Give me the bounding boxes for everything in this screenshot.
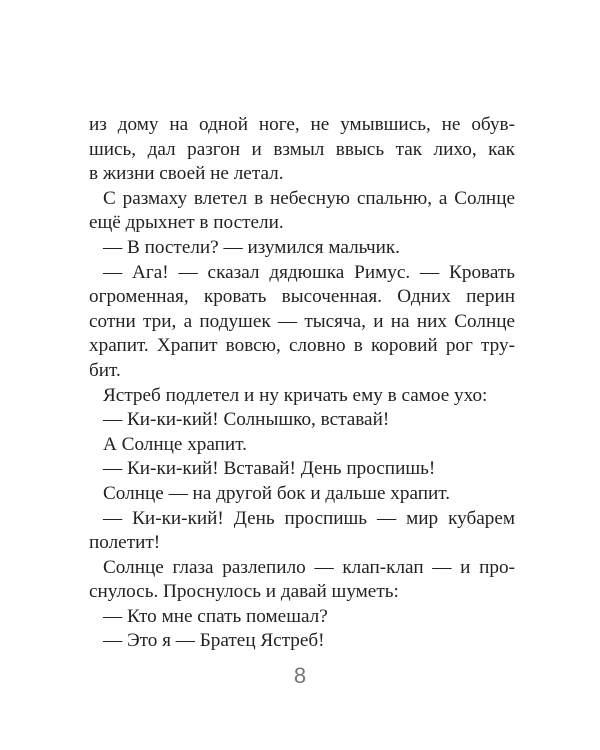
text-line: А Солнце храпит.	[103, 433, 247, 455]
text-line: Солнце глаза разлепило — клап-клап — и про-	[103, 556, 515, 578]
text-line: С размаху влетел в небесную спальню, а Солнце	[103, 187, 515, 209]
text-line: — Это я — Братец Ястреб!	[103, 630, 325, 652]
page-number: 8	[293, 663, 307, 688]
text-line: огроменная, кровать высоченная. Одних перин	[89, 286, 515, 308]
body-text	[89, 113, 515, 654]
text-line: — Ки-ки-кий! День проспишь — мир кубарем	[103, 507, 515, 529]
text-line: шись, дал разгон и взмыл ввысь так лихо, как	[89, 138, 515, 160]
text-line: — Ки-ки-кий! Вставай! День проспишь!	[103, 458, 436, 480]
text-line: — В постели? — изумился мальчик.	[103, 236, 400, 258]
text-line: в жизни своей не летал.	[89, 163, 284, 185]
text-line: бит.	[89, 359, 121, 381]
text-line: — Ага! — сказал дядюшка Римус. — Кровать	[103, 261, 515, 283]
text-line: — Ки-ки-кий! Солнышко, вставай!	[103, 409, 390, 431]
text-line: храпит. Храпит вовсю, словно в коровий рог тру-	[89, 335, 515, 357]
text-line: снулось. Проснулось и давай шуметь:	[89, 581, 399, 603]
text-line: ещё дрыхнет в постели.	[89, 212, 284, 234]
text-line: из дому на одной ноге, не умывшись, не обув-	[89, 114, 515, 135]
text-line: — Кто мне спать помешал?	[103, 605, 328, 627]
text-line: сотни три, а подушек — тысяча, и на них Солнце	[89, 310, 515, 332]
text-line: полетит!	[89, 532, 161, 554]
text-line: Ястреб подлетел и ну кричать ему в самое ухо:	[103, 384, 488, 406]
text-line: Солнце — на другой бок и дальше храпит.	[103, 482, 451, 504]
